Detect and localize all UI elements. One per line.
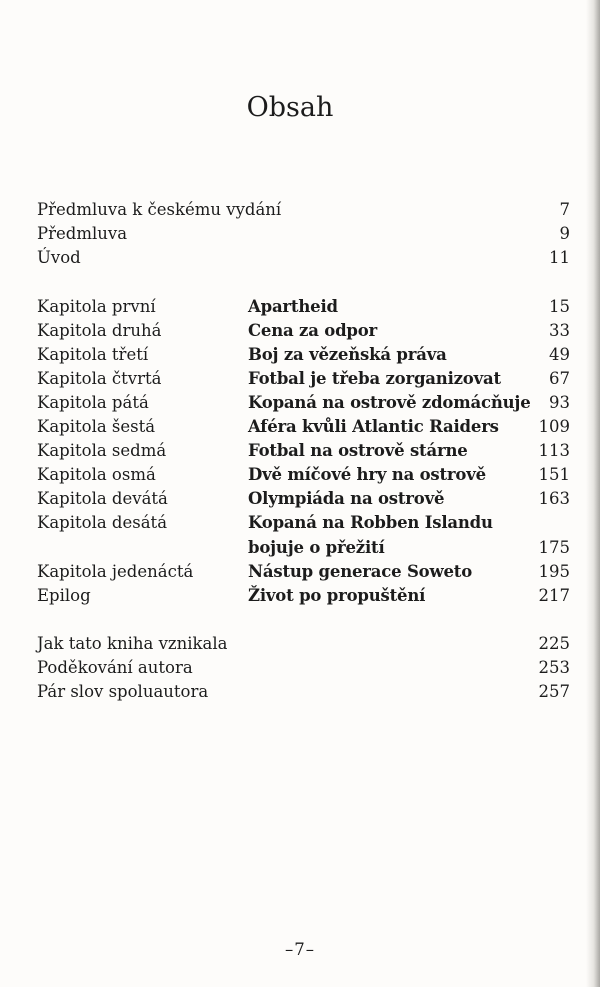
entry-page: 7 (559, 200, 570, 219)
entry-page: 253 (538, 658, 570, 677)
toc-chapter-11 (37, 560, 570, 584)
entry-label: Pár slov spoluautora (37, 682, 209, 701)
chapter-title: Fotbal na ostrově stárne (248, 441, 468, 460)
chapter-page: 109 (538, 417, 570, 436)
chapter-title: Nástup generace Soweto (248, 562, 473, 581)
toc-chapter-7 (37, 439, 570, 463)
toc-entry-intro (37, 246, 570, 270)
toc-entry-making-of (37, 632, 570, 656)
chapter-title: Cena za odpor (248, 321, 378, 340)
entry-label: Předmluva k českému vydání (37, 200, 282, 219)
toc-chapter-1 (37, 295, 570, 319)
chapter-label: Kapitola šestá (37, 417, 156, 436)
toc-chapter-10 (37, 511, 570, 535)
chapter-page: 67 (549, 369, 570, 388)
chapter-label: Kapitola druhá (37, 321, 162, 340)
chapter-title: Dvě míčové hry na ostrově (248, 465, 486, 484)
page-number: –7– (285, 940, 315, 959)
chapter-page: 15 (549, 297, 570, 316)
entry-page: 225 (538, 634, 570, 653)
toc-chapter-8 (37, 463, 570, 487)
chapter-page: 195 (538, 562, 570, 581)
toc-chapter-2 (37, 319, 570, 343)
chapter-title: Aféra kvůli Atlantic Raiders (248, 417, 499, 436)
chapter-title: Život po propuštění (248, 586, 426, 605)
toc-chapter-6 (37, 415, 570, 439)
chapter-page: 151 (538, 465, 570, 484)
chapter-label: Kapitola osmá (37, 465, 156, 484)
chapter-page: 113 (538, 441, 570, 460)
chapter-page: 217 (538, 586, 570, 605)
chapter-label: Kapitola čtvrtá (37, 369, 162, 388)
chapter-label: Kapitola jedenáctá (37, 562, 194, 581)
chapter-label: Kapitola první (37, 297, 156, 316)
toc-entry-foreword-czech (37, 198, 570, 222)
chapter-page: 175 (538, 538, 570, 557)
chapter-label: Kapitola devátá (37, 489, 168, 508)
entry-page: 257 (538, 682, 570, 701)
chapter-title: Kopaná na Robben Islandu (248, 513, 493, 532)
entry-label: Poděkování autora (37, 658, 193, 677)
chapter-page: 49 (549, 345, 570, 364)
chapter-title: Apartheid (248, 297, 338, 316)
page-title: Obsah (246, 92, 334, 123)
chapter-page: 163 (538, 489, 570, 508)
chapter-title: Olympiáda na ostrově (248, 489, 445, 508)
chapter-title-continued: bojuje o přežití (248, 538, 385, 557)
chapter-title: Kopaná na ostrově zdomácňuje (248, 393, 531, 412)
entry-label: Předmluva (37, 224, 128, 243)
chapter-label: Kapitola sedmá (37, 441, 167, 460)
toc-chapter-5 (37, 391, 570, 415)
toc-entry-acknowledgements (37, 656, 570, 680)
toc-chapter-10-continued (37, 536, 570, 560)
entry-label: Jak tato kniha vznikala (37, 634, 228, 653)
toc-entry-foreword (37, 222, 570, 246)
chapter-label: Kapitola desátá (37, 513, 168, 532)
chapter-label: Epilog (37, 586, 91, 605)
chapter-page: 93 (549, 393, 570, 412)
entry-page: 9 (559, 224, 570, 243)
toc-entry-coauthor-note (37, 680, 570, 704)
chapter-page: 33 (549, 321, 570, 340)
chapter-label: Kapitola pátá (37, 393, 149, 412)
page-edge-shadow (586, 0, 600, 987)
toc-chapter-4 (37, 367, 570, 391)
entry-label: Úvod (37, 248, 81, 267)
entry-page: 11 (549, 248, 570, 267)
toc-chapter-9 (37, 487, 570, 511)
toc-epilogue (37, 584, 570, 608)
chapter-label: Kapitola třetí (37, 345, 149, 364)
chapter-title: Fotbal je třeba zorganizovat (248, 369, 501, 388)
toc-chapter-3 (37, 343, 570, 367)
chapter-title: Boj za vězeňská práva (248, 345, 447, 364)
